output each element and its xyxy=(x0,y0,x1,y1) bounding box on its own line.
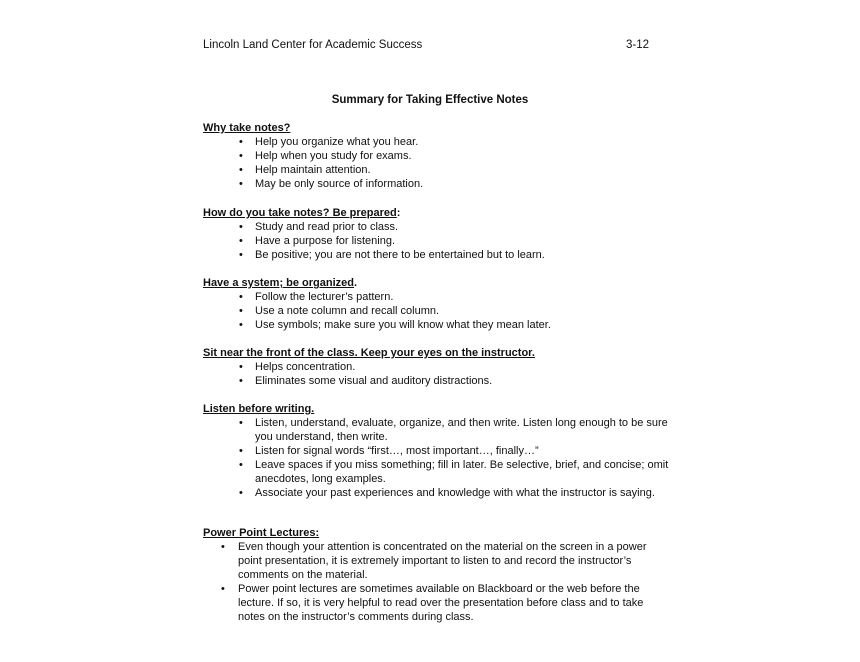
list-item: • Have a purpose for listening. xyxy=(239,235,396,247)
bullet-icon: • xyxy=(239,459,243,471)
list-item: • Power point lectures are sometimes available on Blackboard or the web before the lecture. If so, it is very helpful to read over the presentation before class and to take notes on the instructor’s comments during class. xyxy=(221,583,644,623)
bullet-icon: • xyxy=(239,319,243,331)
list-item: • Listen for signal words “first…, most important…, finally…” xyxy=(239,445,539,457)
list-item: • Use a note column and recall column. xyxy=(239,305,440,317)
bullet-icon: • xyxy=(221,583,225,595)
bullet-icon: • xyxy=(239,249,243,261)
section-how xyxy=(203,206,673,262)
section-system xyxy=(203,276,673,332)
bullet-icon: • xyxy=(239,150,243,162)
bullet-icon: • xyxy=(239,178,243,190)
list-item: • Be positive; you are not there to be entertained but to learn. xyxy=(239,249,545,261)
list-item: • Follow the lecturer’s pattern. xyxy=(239,291,394,303)
list-item: • Help you organize what you hear. xyxy=(239,136,419,148)
bullet-icon: • xyxy=(239,164,243,176)
bullet-icon: • xyxy=(239,305,243,317)
bullet-icon: • xyxy=(239,235,243,247)
bullet-icon: • xyxy=(239,221,243,233)
list-item: • Leave spaces if you miss something; fill in later. Be selective, brief, and concise; omit anecdotes, long examples. xyxy=(239,459,669,485)
bullet-icon: • xyxy=(239,417,243,429)
list-item: • Eliminates some visual and auditory distractions. xyxy=(239,375,493,387)
section-heading: Power Point Lectures: xyxy=(203,527,320,539)
bullet-icon: • xyxy=(239,136,243,148)
section-heading: Have a system; be organized. xyxy=(203,277,358,289)
list-item: • Listen, understand, evaluate, organize, and then write. Listen long enough to be sure you understand, then write. xyxy=(239,417,668,443)
section-sit-front xyxy=(203,346,673,388)
list-item: • May be only source of information. xyxy=(239,178,424,190)
list-item: • Helps concentration. xyxy=(239,361,356,373)
list-item: • Associate your past experiences and knowledge with what the instructor is saying. xyxy=(239,487,655,499)
list-item: • Even though your attention is concentrated on the material on the screen in a power point presentation, it is extremely important to listen to and record the instructor’s comments on the material. xyxy=(221,541,647,581)
bullet-icon: • xyxy=(239,361,243,373)
section-why xyxy=(203,121,673,191)
bullet-icon: • xyxy=(239,375,243,387)
section-heading: Listen before writing. xyxy=(203,403,315,415)
bullet-icon: • xyxy=(239,291,243,303)
list-item: • Study and read prior to class. xyxy=(239,221,399,233)
document-title: Summary for Taking Effective Notes xyxy=(331,94,529,106)
list-item: • Help maintain attention. xyxy=(239,164,371,176)
bullet-icon: • xyxy=(239,445,243,457)
page-number: 3-12 xyxy=(626,39,650,51)
section-heading: How do you take notes? Be prepared: xyxy=(203,207,401,219)
list-item: • Use symbols; make sure you will know what they mean later. xyxy=(239,319,551,331)
section-heading: Why take notes? xyxy=(203,122,291,134)
bullet-icon: • xyxy=(239,487,243,499)
section-power-point xyxy=(203,526,673,624)
list-item: • Help when you study for exams. xyxy=(239,150,412,162)
section-heading: Sit near the front of the class. Keep your eyes on the instructor. xyxy=(203,347,535,359)
bullet-icon: • xyxy=(221,541,225,553)
section-listen xyxy=(203,402,673,500)
header-left: Lincoln Land Center for Academic Success xyxy=(203,39,423,51)
